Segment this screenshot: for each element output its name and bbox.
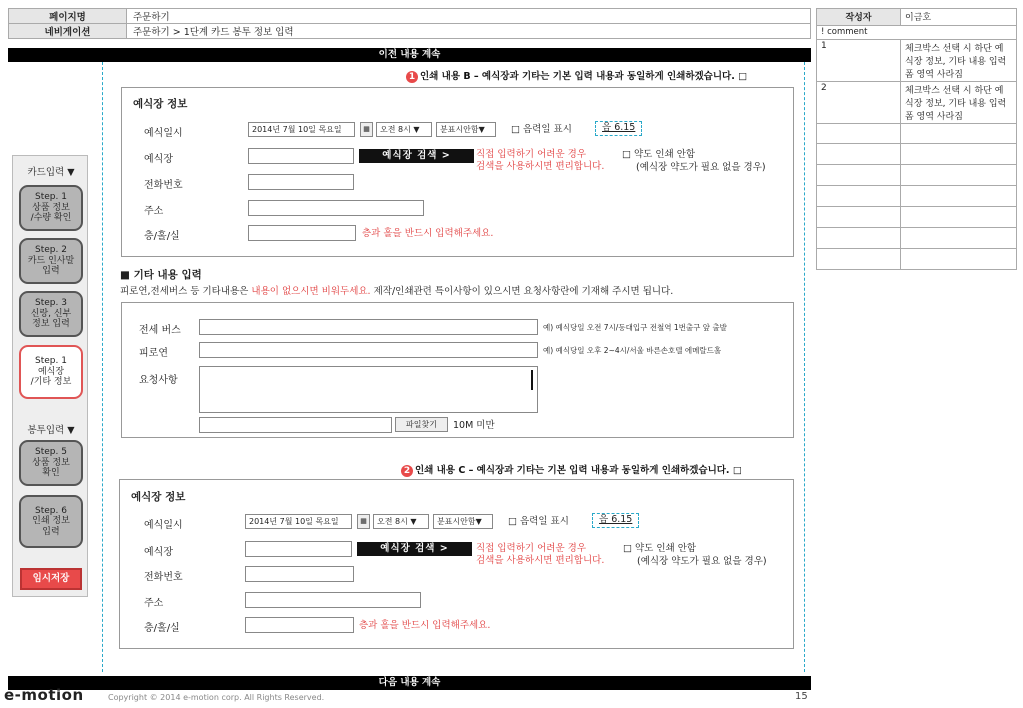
nav-label: 네비게이션 (9, 24, 127, 39)
venue-panel-2 (119, 479, 794, 649)
comment-title: ! comment (817, 26, 1017, 40)
search-hint: 직접 입력하기 어려운 경우 검색을 사용하시면 편리합니다. (476, 543, 605, 566)
comment-no: 2 (817, 82, 901, 124)
floor-input[interactable] (248, 225, 356, 241)
map-checkbox[interactable]: □ 약도 인쇄 안함 (623, 543, 697, 554)
venue-title: 예식장 정보 (131, 491, 186, 503)
address-input[interactable] (248, 200, 424, 216)
comment-text: 체크박스 선택 시 하단 예식장 정보, 기타 내용 입력폼 영역 사라짐 (901, 40, 1017, 82)
venue-title: 예식장 정보 (133, 98, 188, 110)
step-envelope-product[interactable]: Step. 5 상품 정보 확인 (19, 440, 83, 486)
floor-hint: 층과 홀을 반드시 입력해주세요. (362, 228, 494, 239)
etc-panel (121, 302, 794, 438)
party-example: 예) 예식당일 오후 2~4시/서울 바른손호텔 에메랄드홀 (543, 346, 722, 355)
minute-select[interactable]: 분표시안함▼ (433, 514, 493, 529)
time-select[interactable]: 오전 8시 ▼ (376, 122, 432, 137)
calendar-icon[interactable]: ▦ (357, 514, 370, 529)
party-label: 피로연 (139, 348, 168, 359)
guide-line-right (804, 62, 805, 672)
hall-input[interactable] (248, 148, 354, 164)
page-name: 주문하기 (127, 9, 811, 24)
step-print-info[interactable]: Step. 6 인쇄 정보 입력 (19, 495, 83, 548)
etc-desc-text: 피로연,전세버스 등 기타내용은 (120, 286, 252, 297)
step-venue-info[interactable]: Step. 1 예식장 /기타 정보 (19, 345, 83, 399)
print-option-c[interactable] (401, 462, 742, 477)
address-input[interactable] (245, 592, 421, 608)
guide-line-left (102, 62, 103, 672)
phone-input[interactable] (248, 174, 354, 190)
map-note: (예식장 약도가 필요 없을 경우) (637, 556, 767, 567)
lunar-checkbox[interactable]: □ 음력일 표시 (508, 516, 569, 527)
address-label: 주소 (144, 598, 164, 609)
envelope-input-header[interactable]: 봉투입력 ▼ (27, 425, 75, 436)
author: 이금호 (901, 9, 1017, 26)
calendar-icon[interactable]: ▦ (360, 122, 373, 137)
venue-panel (121, 87, 794, 257)
phone-label: 전화번호 (144, 180, 183, 191)
print-option-c-text: 인쇄 내용 C – 예식장과 기타는 기본 입력 내용과 동일하게 인쇄하겠습니다. □ (415, 465, 742, 476)
prev-content-bar: 이전 내용 계속 (8, 48, 811, 62)
copyright: Copyright © 2014 e-motion corp. All Rights Reserved. (108, 693, 325, 702)
request-label: 요청사항 (139, 375, 178, 386)
hall-input[interactable] (245, 541, 352, 557)
venue-search-button[interactable]: 예식장 검색 > (357, 542, 472, 556)
lunar-checkbox[interactable]: □ 음력일 표시 (511, 124, 572, 135)
page-name-label: 페이지명 (9, 9, 127, 24)
floor-input[interactable] (245, 617, 354, 633)
next-content-bar: 다음 내용 계속 (8, 676, 811, 690)
etc-desc-warning: 내용이 없으시면 비워두세요. (251, 286, 371, 297)
etc-desc-text-2: 제작/인쇄관련 특이사항이 있으시면 요청사항란에 기재해 주시면 됩니다. (370, 286, 674, 297)
floor-label: 층/홀/실 (144, 623, 180, 634)
bus-input[interactable] (199, 319, 538, 335)
comment-text: 체크박스 선택 시 하단 예식장 정보, 기타 내용 입력폼 영역 사라짐 (901, 82, 1017, 124)
floor-hint: 층과 홀을 반드시 입력해주세요. (359, 620, 491, 631)
date-label: 예식일시 (144, 520, 183, 531)
print-option-b[interactable] (406, 68, 747, 83)
date-select[interactable]: 2014년 7월 10일 목요일 (248, 122, 355, 137)
step-product-info[interactable]: Step. 1 상품 정보 /수량 확인 (19, 185, 83, 231)
phone-label: 전화번호 (144, 572, 183, 583)
file-path-input[interactable] (199, 417, 392, 433)
nav-value: 주문하기 > 1단계 카드 봉투 정보 입력 (127, 24, 811, 39)
step-card-greeting[interactable]: Step. 2 카드 인사말 입력 (19, 238, 83, 284)
bus-label: 전세 버스 (139, 325, 181, 336)
hall-label: 예식장 (144, 154, 173, 165)
print-option-b-text: 인쇄 내용 B – 예식장과 기타는 기본 입력 내용과 동일하게 인쇄하겠습니다. □ (420, 71, 748, 82)
address-label: 주소 (144, 206, 164, 217)
card-input-header[interactable]: 카드입력 ▼ (27, 167, 75, 178)
map-note: (예식장 약도가 필요 없을 경우) (636, 162, 766, 173)
header-table (8, 8, 811, 39)
hall-label: 예식장 (144, 547, 173, 558)
time-select[interactable]: 오전 8시 ▼ (373, 514, 429, 529)
lunar-date-hint: 음 6.15 (595, 121, 642, 136)
temp-save-button[interactable]: 임시저장 (20, 568, 82, 590)
etc-description (120, 286, 673, 298)
party-input[interactable] (199, 342, 538, 358)
text-cursor (531, 370, 533, 390)
date-label: 예식일시 (144, 128, 183, 139)
date-select[interactable]: 2014년 7월 10일 목요일 (245, 514, 352, 529)
minute-select[interactable]: 분표시안함▼ (436, 122, 496, 137)
venue-search-button[interactable]: 예식장 검색 > (359, 149, 474, 163)
author-label: 작성자 (817, 9, 901, 26)
comment-table (816, 8, 1017, 270)
search-hint: 직접 입력하기 어려운 경우 검색을 사용하시면 편리합니다. (476, 149, 605, 172)
etc-title: ■ 기타 내용 입력 (120, 269, 202, 281)
phone-input[interactable] (245, 566, 354, 582)
lunar-date-hint: 음 6.15 (592, 513, 639, 528)
step-couple-info[interactable]: Step. 3 신랑, 신부 정보 입력 (19, 291, 83, 337)
floor-label: 층/홀/실 (144, 231, 180, 242)
bus-example: 예) 예식당일 오전 7시/동대입구 전철역 1번출구 앞 출발 (543, 323, 727, 332)
step-sidebar (12, 155, 88, 597)
request-textarea[interactable] (199, 366, 538, 413)
marker-1: 1 (406, 71, 418, 83)
map-checkbox[interactable]: □ 약도 인쇄 안함 (622, 149, 696, 160)
file-limit: 10M 미만 (453, 420, 495, 431)
marker-2: 2 (401, 465, 413, 477)
emotion-logo: e-motion (4, 686, 84, 704)
page-number: 15 (795, 691, 808, 702)
file-browse-button[interactable]: 파일찾기 (395, 417, 448, 432)
comment-no: 1 (817, 40, 901, 82)
